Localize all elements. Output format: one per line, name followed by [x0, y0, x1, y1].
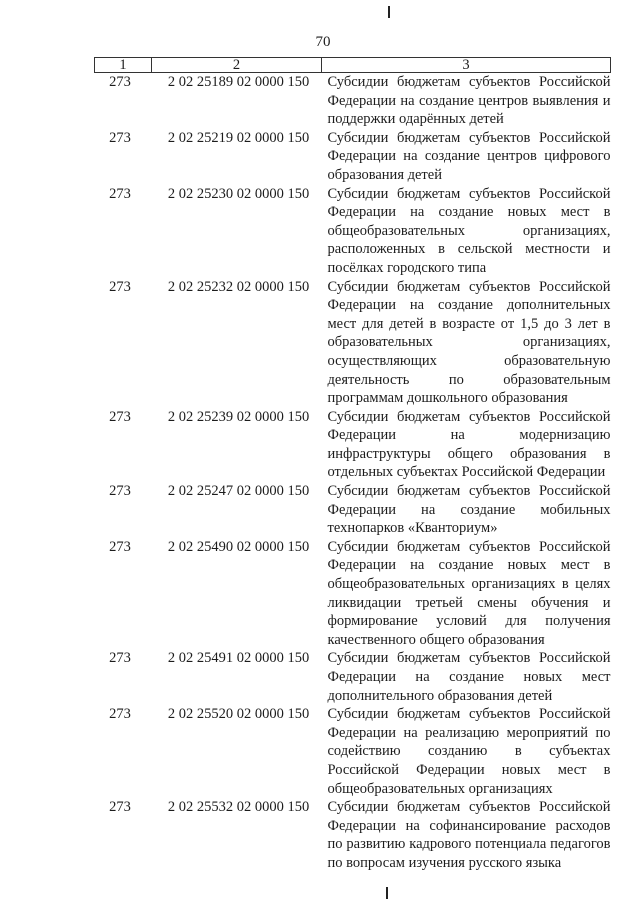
description-cell: Субсидии бюджетам субъектов Российской Федерации на создание центров цифрового образования детей [327, 129, 611, 183]
description-cell: Субсидии бюджетам субъектов Российской Федерации на создание мобильных технопарков «Кванториум» [327, 483, 611, 537]
description-cell: Субсидии бюджетам субъектов Российской Федерации на создание дополнительных мест для детей в возрасте от 1,5 до 3 лет в образовательных организациях, осуществляющих образовательную деятельность по образовательным программам дошкольного образования [327, 278, 611, 407]
revenue-code-cell: 2 02 25491 02 0000 150 [167, 650, 310, 667]
revenue-code-cell: 2 02 25490 02 0000 150 [167, 538, 310, 555]
description-cell: Субсидии бюджетам субъектов Российской Федерации на модернизацию инфраструктуры общего образования в отдельных субъектах Российской Федерации [327, 408, 611, 481]
revenue-code-cell: 2 02 25232 02 0000 150 [167, 278, 310, 295]
table-row [95, 705, 611, 798]
admin-code-cell: 273 [109, 74, 131, 90]
table-row [95, 482, 611, 538]
description-cell: Субсидии бюджетам субъектов Российской Федерации на создание новых мест в общеобразовательных организациях в целях ликвидации третьей смены обучения и формирование условий для получения качественного общего образования [327, 538, 611, 648]
subsidy-table [94, 57, 611, 873]
table-row [95, 129, 611, 185]
table-row [95, 73, 611, 129]
description-cell: Субсидии бюджетам субъектов Российской Федерации на софинансирование расходов по развитию кадрового потенциала педагогов по вопросам изучения русского языка [327, 799, 611, 871]
admin-code-cell: 273 [109, 483, 131, 500]
column-header-1: 1 [95, 58, 152, 73]
table-row [95, 185, 611, 278]
revenue-code-cell: 2 02 25230 02 0000 150 [167, 185, 310, 202]
table-row [95, 278, 611, 408]
description-cell: Субсидии бюджетам субъектов Российской Федерации на создание новых мест в общеобразовательных организациях, расположенных в сельской местности и посёлках городского типа [327, 185, 611, 276]
table-row [95, 649, 611, 705]
admin-code-cell: 273 [109, 538, 131, 555]
revenue-code-cell: 2 02 25219 02 0000 150 [167, 129, 310, 146]
scan-mark-top [388, 6, 390, 18]
revenue-code-cell: 2 02 25189 02 0000 150 [167, 74, 310, 90]
admin-code-cell: 273 [109, 650, 131, 667]
revenue-code-cell: 2 02 25532 02 0000 150 [167, 799, 310, 816]
page-number: 70 [315, 34, 331, 50]
revenue-code-cell: 2 02 25520 02 0000 150 [167, 706, 310, 723]
column-header-3: 3 [322, 58, 611, 73]
column-header-2: 2 [152, 58, 322, 73]
admin-code-cell: 273 [109, 129, 131, 146]
table-row [95, 538, 611, 650]
table-row [95, 798, 611, 872]
revenue-code-cell: 2 02 25247 02 0000 150 [167, 483, 310, 500]
table-header-row [95, 58, 611, 73]
admin-code-cell: 273 [109, 278, 131, 295]
admin-code-cell: 273 [109, 706, 131, 723]
admin-code-cell: 273 [109, 408, 131, 425]
description-cell: Субсидии бюджетам субъектов Российской Федерации на создание новых мест дополнительного образования детей [327, 650, 611, 704]
table-row [95, 408, 611, 482]
description-cell: Субсидии бюджетам субъектов Российской Федерации на реализацию мероприятий по содействию созданию в субъектах Российской Федерации новых мест в общеобразовательных организациях [327, 706, 611, 797]
admin-code-cell: 273 [109, 799, 131, 816]
scan-mark-bottom [386, 887, 388, 899]
description-cell: Субсидии бюджетам субъектов Российской Федерации на создание центров выявления и поддержки одарённых детей [327, 74, 611, 128]
revenue-code-cell: 2 02 25239 02 0000 150 [167, 408, 310, 425]
admin-code-cell: 273 [109, 185, 131, 202]
